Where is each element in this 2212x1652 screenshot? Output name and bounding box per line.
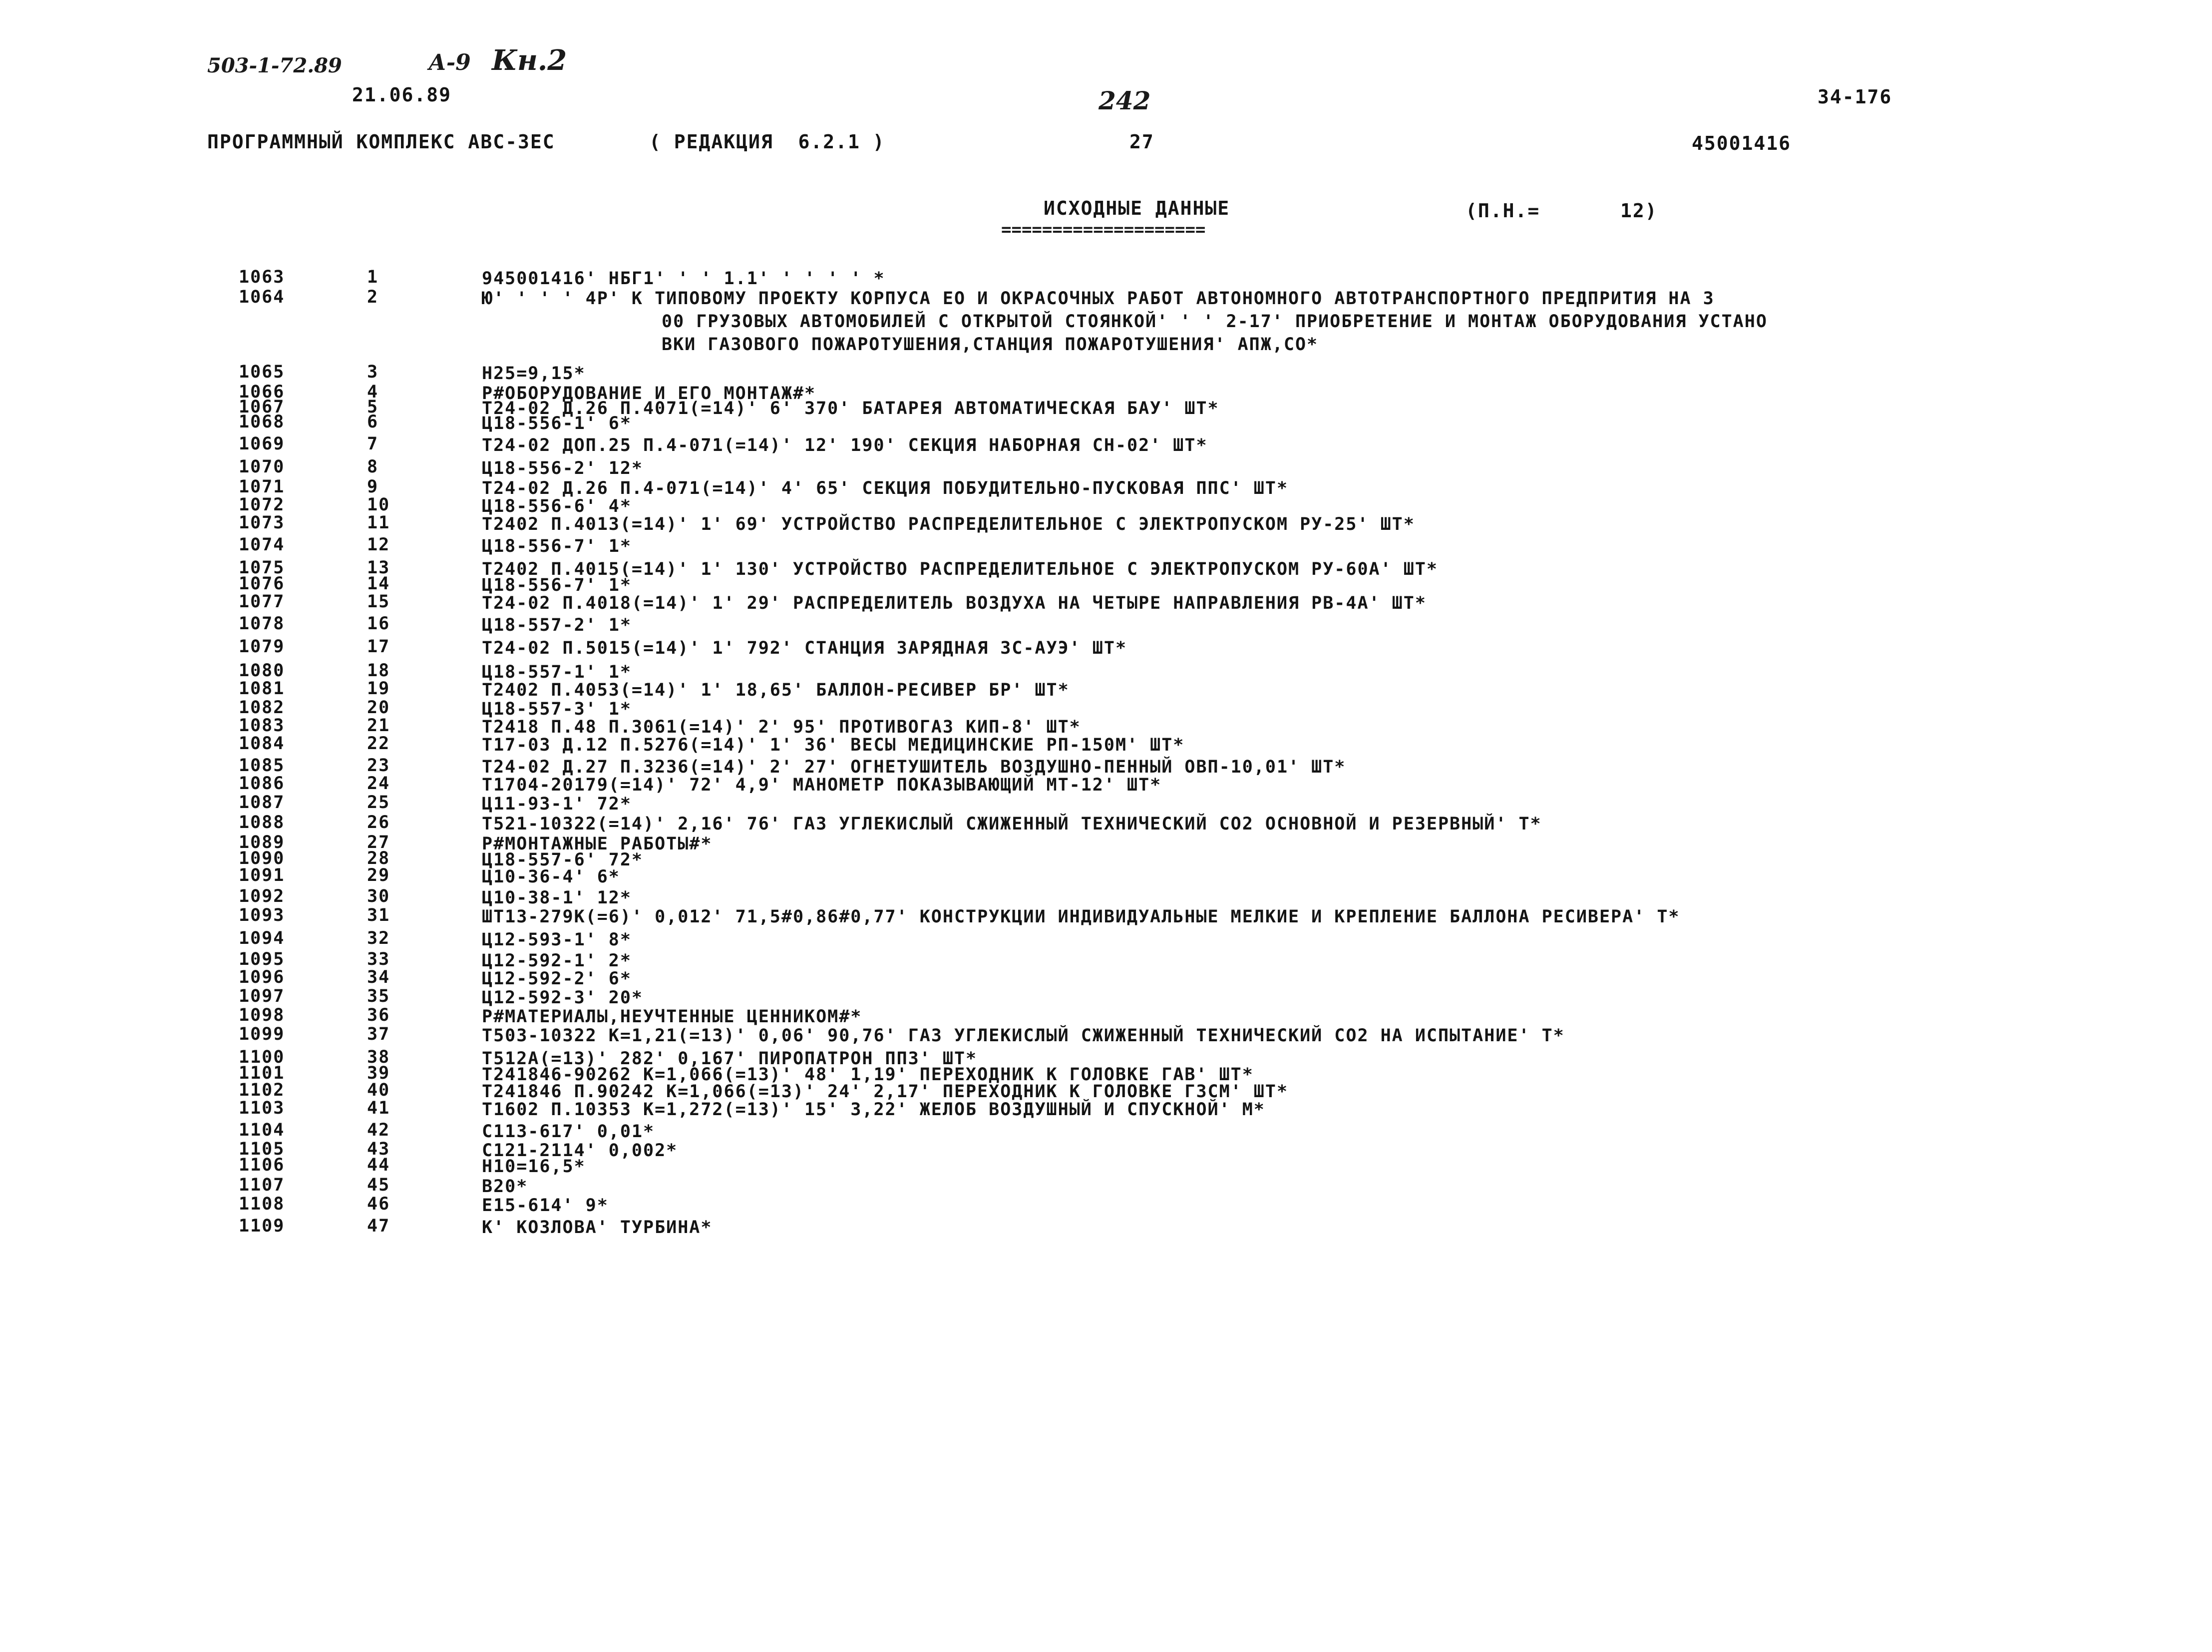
line-number: 20 — [367, 698, 390, 718]
record-sequence-number: 1102 — [239, 1080, 285, 1100]
record-text-line: Ц18-557-3' 1* — [482, 699, 632, 719]
record-sequence-number: 1101 — [239, 1063, 285, 1083]
record-text-line: Ц18-556-1' 6* — [482, 413, 632, 433]
table-row — [0, 949, 2212, 971]
record-text-line: Ю' ' ' ' 4Р' К ТИПОВОМУ ПРОЕКТУ КОРПУСА ЕО И ОКРАСОЧНЫХ РАБОТ АВТОНОМНОГО АВТОТРАНСПОРТНОГО ПРЕДПРИТИЯ НА 3 — [482, 289, 1715, 309]
record-text-line: Ц18-557-1' 1* — [482, 662, 632, 682]
record-text-line: Ц18-556-7' 1* — [482, 536, 632, 556]
record-text-line: ШТ13-279К(=6)' 0,012' 71,5#0,86#0,77' КОНСТРУКЦИИ ИНДИВИДУАЛЬНЫЕ МЕЛКИЕ И КРЕПЛЕНИЕ БАЛЛОНА РЕСИВЕРА' Т* — [482, 907, 1680, 927]
line-number: 32 — [367, 928, 390, 948]
record-sequence-number: 1070 — [239, 457, 285, 477]
table-row — [0, 495, 2212, 516]
record-sequence-number: 1072 — [239, 495, 285, 515]
record-sequence-number: 1073 — [239, 513, 285, 533]
data-listing — [0, 267, 2212, 1238]
record-text — [482, 1098, 2030, 1121]
record-sequence-number: 1085 — [239, 756, 285, 776]
album-mark: А-9 — [428, 50, 471, 75]
table-row — [0, 1063, 2212, 1085]
record-sequence-number: 1091 — [239, 865, 285, 885]
line-number: 4 — [367, 382, 379, 402]
record-text — [482, 412, 2030, 435]
record-text — [482, 592, 2030, 615]
line-number: 7 — [367, 434, 379, 454]
line-number: 18 — [367, 661, 390, 681]
record-text-line: Ц10-36-4' 6* — [482, 867, 620, 887]
record-text-line: Ц12-592-3' 20* — [482, 988, 644, 1008]
record-text-line: Ц18-557-6' 72* — [482, 850, 644, 870]
table-row — [0, 832, 2212, 854]
line-number: 8 — [367, 457, 379, 477]
record-sequence-number: 1109 — [239, 1216, 285, 1236]
line-number: 13 — [367, 558, 390, 578]
record-sequence-number: 1100 — [239, 1047, 285, 1067]
doc-code: 503-1-72.89 — [207, 54, 342, 77]
record-sequence-number: 1078 — [239, 614, 285, 634]
table-row — [0, 558, 2212, 579]
record-text-line: В20* — [482, 1177, 528, 1197]
record-text-line: Ц11-93-1' 72* — [482, 794, 632, 814]
table-row — [0, 986, 2212, 1008]
line-number: 29 — [367, 865, 390, 885]
table-row — [0, 813, 2212, 832]
record-text-line: Ц18-556-6' 4* — [482, 496, 632, 516]
table-row — [0, 756, 2212, 777]
line-number: 28 — [367, 848, 390, 868]
record-text-line: Т1704-20179(=14)' 72' 4,9' МАНОМЕТР ПОКАЗЫВАЮЩИЙ МТ-12' ШТ* — [482, 775, 1162, 795]
record-sequence-number: 1071 — [239, 477, 285, 497]
record-text-line: Т24-02 Д.27 П.3236(=14)' 2' 27' ОГНЕТУШИТЕЛЬ ВОЗДУШНО-ПЕННЫЙ ОВП-10,01' ШТ* — [482, 757, 1346, 777]
record-sequence-number: 1098 — [239, 1005, 285, 1025]
line-number: 12 — [367, 535, 390, 555]
line-number: 23 — [367, 756, 390, 776]
table-row — [0, 535, 2212, 558]
record-text-line: Р#МОНТАЖНЫЕ РАБОТЫ#* — [482, 834, 713, 854]
record-text — [482, 1194, 2030, 1217]
line-number: 26 — [367, 813, 390, 832]
table-row — [0, 1155, 2212, 1175]
table-row — [0, 457, 2212, 477]
table-row — [0, 1098, 2212, 1120]
line-number: 11 — [367, 513, 390, 533]
record-text — [482, 434, 2030, 457]
record-sequence-number: 1092 — [239, 886, 285, 906]
record-text-line: Т24-02 Д.26 П.4-071(=14)' 4' 65' СЕКЦИЯ ПОБУДИТЕЛЬНО-ПУСКОВАЯ ППС' ШТ* — [482, 478, 1289, 498]
line-number: 22 — [367, 734, 390, 754]
record-text-line: С113-617' 0,01* — [482, 1122, 655, 1142]
table-row — [0, 793, 2212, 813]
line-number: 31 — [367, 905, 390, 925]
record-text-line: Т24-02 П.4018(=14)' 1' 29' РАСПРЕДЕЛИТЕЛЬ ВОЗДУХА НА ЧЕТЫРЕ НАПРАВЛЕНИЯ РВ-4А' ШТ* — [482, 593, 1427, 613]
line-number: 21 — [367, 716, 390, 736]
table-row — [0, 287, 2212, 362]
table-row — [0, 967, 2212, 989]
line-number: 40 — [367, 1080, 390, 1100]
book-mark: Кн.2 — [492, 44, 567, 77]
record-text — [482, 734, 2030, 757]
pn-value: 12) — [1620, 200, 1658, 222]
record-sequence-number: 1088 — [239, 813, 285, 832]
record-text-line: Ц18-556-2' 12* — [482, 458, 644, 478]
record-text-line: Т521-10322(=14)' 2,16' 76' ГАЗ УГЛЕКИСЛЫЙ СЖИЖЕННЫЙ ТЕХНИЧЕСКИЙ СО2 ОСНОВНОЙ И РЕЗЕРВНЫЙ' Т* — [482, 814, 1542, 834]
line-number: 43 — [367, 1139, 390, 1159]
table-row — [0, 1024, 2212, 1047]
table-row — [0, 434, 2212, 457]
record-sequence-number: 1068 — [239, 412, 285, 432]
line-number: 30 — [367, 886, 390, 906]
record-text-line: Т241846-90262 К=1,066(=13)' 48' 1,19' ПЕРЕХОДНИК К ГОЛОВКЕ ГАВ' ШТ* — [482, 1065, 1254, 1085]
record-text — [482, 513, 2030, 536]
table-row — [0, 592, 2212, 614]
record-sequence-number: 1087 — [239, 793, 285, 813]
record-text-line: Н10=16,5* — [482, 1157, 586, 1177]
table-row — [0, 698, 2212, 719]
record-sequence-number: 1077 — [239, 592, 285, 612]
record-sequence-number: 1093 — [239, 905, 285, 925]
table-row — [0, 865, 2212, 886]
record-sequence-number: 1103 — [239, 1098, 285, 1118]
table-row — [0, 1194, 2212, 1216]
line-number: 45 — [367, 1175, 390, 1195]
record-sequence-number: 1086 — [239, 774, 285, 794]
program-title: ПРОГРАММНЫЙ КОМПЛЕКС АВС-3ЕС — [207, 131, 555, 153]
table-row — [0, 1120, 2212, 1142]
table-row — [0, 661, 2212, 682]
record-text-line: Р#МАТЕРИАЛЫ,НЕУЧТЕННЫЕ ЦЕННИКОМ#* — [482, 1007, 862, 1027]
record-text-line: Т24-02 ДОП.25 П.4-071(=14)' 12' 190' СЕКЦИЯ НАБОРНАЯ СН-02' ШТ* — [482, 435, 1208, 455]
line-number: 44 — [367, 1155, 390, 1175]
record-sequence-number: 1108 — [239, 1194, 285, 1214]
record-text-line: Т512А(=13)' 282' 0,167' ПИРОПАТРОН ПП3' ШТ* — [482, 1049, 978, 1069]
edition-label: ( РЕДАКЦИЯ 6.2.1 ) — [649, 131, 885, 153]
page-number: 27 — [1129, 131, 1154, 153]
record-text-line: Т2418 П.48 П.3061(=14)' 2' 95' ПРОТИВОГАЗ КИП-8' ШТ* — [482, 717, 1081, 737]
table-row — [0, 1005, 2212, 1027]
line-number: 33 — [367, 949, 390, 969]
record-sequence-number: 1104 — [239, 1120, 285, 1140]
line-number: 47 — [367, 1216, 390, 1236]
line-number: 3 — [367, 362, 379, 382]
line-number: 24 — [367, 774, 390, 794]
pn-label: (П.Н.= — [1466, 200, 1540, 222]
line-number: 10 — [367, 495, 390, 515]
table-row — [0, 362, 2212, 382]
record-text — [482, 614, 2030, 637]
record-sequence-number: 1075 — [239, 558, 285, 578]
line-number: 6 — [367, 412, 379, 432]
record-text-line: Е15-614' 9* — [482, 1196, 609, 1216]
record-sequence-number: 1096 — [239, 967, 285, 987]
table-row — [0, 1080, 2212, 1102]
record-text-line: 945001416' НБГ1' ' ' 1.1' ' ' ' ' * — [482, 269, 885, 289]
line-number: 17 — [367, 637, 390, 657]
record-sequence-number: 1064 — [239, 287, 285, 307]
line-number: 25 — [367, 793, 390, 813]
record-text-line: Т24-02 П.5015(=14)' 1' 792' СТАНЦИЯ ЗАРЯДНАЯ ЗС-АУЭ' ШТ* — [482, 638, 1127, 658]
record-text-line: Т1602 П.10353 К=1,272(=13)' 15' 3,22' ЖЕЛОБ ВОЗДУШНЫЙ И СПУСКНОЙ' М* — [482, 1100, 1265, 1120]
table-row — [0, 614, 2212, 637]
line-number: 46 — [367, 1194, 390, 1214]
record-sequence-number: 1074 — [239, 535, 285, 555]
line-number: 41 — [367, 1098, 390, 1118]
section-title: ИСХОДНЫЕ ДАННЫЕ — [1044, 197, 1230, 219]
line-number: 9 — [367, 477, 379, 497]
record-text-line: Т17-03 Д.12 П.5276(=14)' 1' 36' ВЕСЫ МЕДИЦИНСКИЕ РП-150М' ШТ* — [482, 735, 1185, 755]
record-sequence-number: 1094 — [239, 928, 285, 948]
line-number: 1 — [367, 267, 379, 287]
table-row — [0, 412, 2212, 434]
line-number: 15 — [367, 592, 390, 612]
table-row — [0, 637, 2212, 661]
sheet-code: 34-176 — [1818, 86, 1892, 108]
line-number: 2 — [367, 287, 379, 307]
line-number: 38 — [367, 1047, 390, 1067]
table-row — [0, 774, 2212, 793]
record-text — [482, 865, 2030, 888]
record-text-line: Ц12-592-2' 6* — [482, 969, 632, 989]
table-row — [0, 574, 2212, 595]
table-row — [0, 1139, 2212, 1161]
record-sequence-number: 1097 — [239, 986, 285, 1006]
table-row — [0, 267, 2212, 287]
record-text — [482, 287, 2030, 356]
record-text-line: Ц12-593-1' 8* — [482, 930, 632, 950]
table-row — [0, 905, 2212, 928]
record-sequence-number: 1084 — [239, 734, 285, 754]
line-number: 34 — [367, 967, 390, 987]
record-sequence-number: 1067 — [239, 397, 285, 417]
record-text-line: Ц18-557-2' 1* — [482, 615, 632, 635]
record-text — [482, 535, 2030, 558]
record-sequence-number: 1095 — [239, 949, 285, 969]
record-sequence-number: 1076 — [239, 574, 285, 594]
record-sequence-number: 1107 — [239, 1175, 285, 1195]
record-text-line: Т2402 П.4015(=14)' 1' 130' УСТРОЙСТВО РАСПРЕДЕЛИТЕЛЬНОЕ С ЭЛЕКТРОПУСКОМ РУ-60А' ШТ* — [482, 559, 1438, 579]
record-sequence-number: 1089 — [239, 832, 285, 852]
record-text-line: Т241846 П.90242 К=1,066(=13)' 24' 2,17' ПЕРЕХОДНИК К ГОЛОВКЕ ГЗСМ' ШТ* — [482, 1082, 1289, 1102]
table-row — [0, 734, 2212, 756]
record-sequence-number: 1081 — [239, 679, 285, 699]
record-text-line: К' КОЗЛОВА' ТУРБИНА* — [482, 1218, 713, 1238]
record-sequence-number: 1080 — [239, 661, 285, 681]
record-text — [482, 928, 2030, 951]
record-text — [482, 1024, 2030, 1047]
record-text-line: Р#ОБОРУДОВАНИЕ И ЕГО МОНТАЖ#* — [482, 384, 816, 404]
table-row — [0, 1216, 2212, 1238]
record-text-continuation: ВКИ ГАЗОВОГО ПОЖАРОТУШЕНИЯ,СТАНЦИЯ ПОЖАРОТУШЕНИЯ' АПЖ,СО* — [662, 335, 1319, 355]
handwritten-page-number: 242 — [1099, 86, 1151, 115]
record-sequence-number: 1090 — [239, 848, 285, 868]
record-sequence-number: 1082 — [239, 698, 285, 718]
table-row — [0, 513, 2212, 535]
record-text-continuation: 00 ГРУЗОВЫХ АВТОМОБИЛЕЙ С ОТКРЫТОЙ СТОЯНКОЙ' ' ' 2-17' ПРИОБРЕТЕНИЕ И МОНТАЖ ОБОРУДОВАНИЯ УСТАНО — [662, 312, 1768, 332]
line-number: 39 — [367, 1063, 390, 1083]
line-number: 14 — [367, 574, 390, 594]
record-text-line: Ц18-556-7' 1* — [482, 575, 632, 595]
table-row — [0, 886, 2212, 908]
table-row — [0, 382, 2212, 404]
line-number: 19 — [367, 679, 390, 699]
table-row — [0, 716, 2212, 737]
record-sequence-number: 1079 — [239, 637, 285, 657]
record-sequence-number: 1063 — [239, 267, 285, 287]
record-sequence-number: 1105 — [239, 1139, 285, 1159]
record-text — [482, 637, 2030, 660]
record-text-line: Т503-10322 К=1,21(=13)' 0,06' 90,76' ГАЗ УГЛЕКИСЛЫЙ СЖИЖЕННЫЙ ТЕХНИЧЕСКИЙ СО2 НА ИСПЫТАНИЕ' Т* — [482, 1026, 1565, 1046]
record-text-line: Ц12-592-1' 2* — [482, 951, 632, 971]
table-row — [0, 848, 2212, 870]
line-number: 37 — [367, 1024, 390, 1044]
line-number: 42 — [367, 1120, 390, 1140]
record-text — [482, 1216, 2030, 1239]
table-row — [0, 1175, 2212, 1197]
section-title-underline: ==================== — [1001, 220, 1206, 240]
record-sequence-number: 1069 — [239, 434, 285, 454]
print-date: 21.06.89 — [352, 84, 452, 106]
record-sequence-number: 1099 — [239, 1024, 285, 1044]
record-sequence-number: 1106 — [239, 1155, 285, 1175]
document-id: 45001416 — [1692, 132, 1792, 154]
table-row — [0, 679, 2212, 698]
record-sequence-number: 1065 — [239, 362, 285, 382]
table-row — [0, 477, 2212, 498]
table-row — [0, 928, 2212, 949]
record-text-line: С121-2114' 0,002* — [482, 1141, 678, 1161]
table-row — [0, 397, 2212, 418]
line-number: 35 — [367, 986, 390, 1006]
table-row — [0, 1047, 2212, 1069]
record-text-line: Т2402 П.4013(=14)' 1' 69' УСТРОЙСТВО РАСПРЕДЕЛИТЕЛЬНОЕ С ЭЛЕКТРОПУСКОМ РУ-25' ШТ* — [482, 514, 1415, 534]
record-text-line: Т2402 П.4053(=14)' 1' 18,65' БАЛЛОН-РЕСИВЕР БР' ШТ* — [482, 680, 1070, 700]
record-text-line: Т24-02 Д.26 П.4071(=14)' 6' 370' БАТАРЕЯ АВТОМАТИЧЕСКАЯ БАУ' ШТ* — [482, 399, 1219, 418]
record-text-line: Ц10-38-1' 12* — [482, 888, 632, 908]
line-number: 36 — [367, 1005, 390, 1025]
line-number: 5 — [367, 397, 379, 417]
line-number: 27 — [367, 832, 390, 852]
record-text-line: Н25=9,15* — [482, 364, 586, 384]
line-number: 16 — [367, 614, 390, 634]
record-text — [482, 905, 2030, 928]
record-sequence-number: 1083 — [239, 716, 285, 736]
record-sequence-number: 1066 — [239, 382, 285, 402]
